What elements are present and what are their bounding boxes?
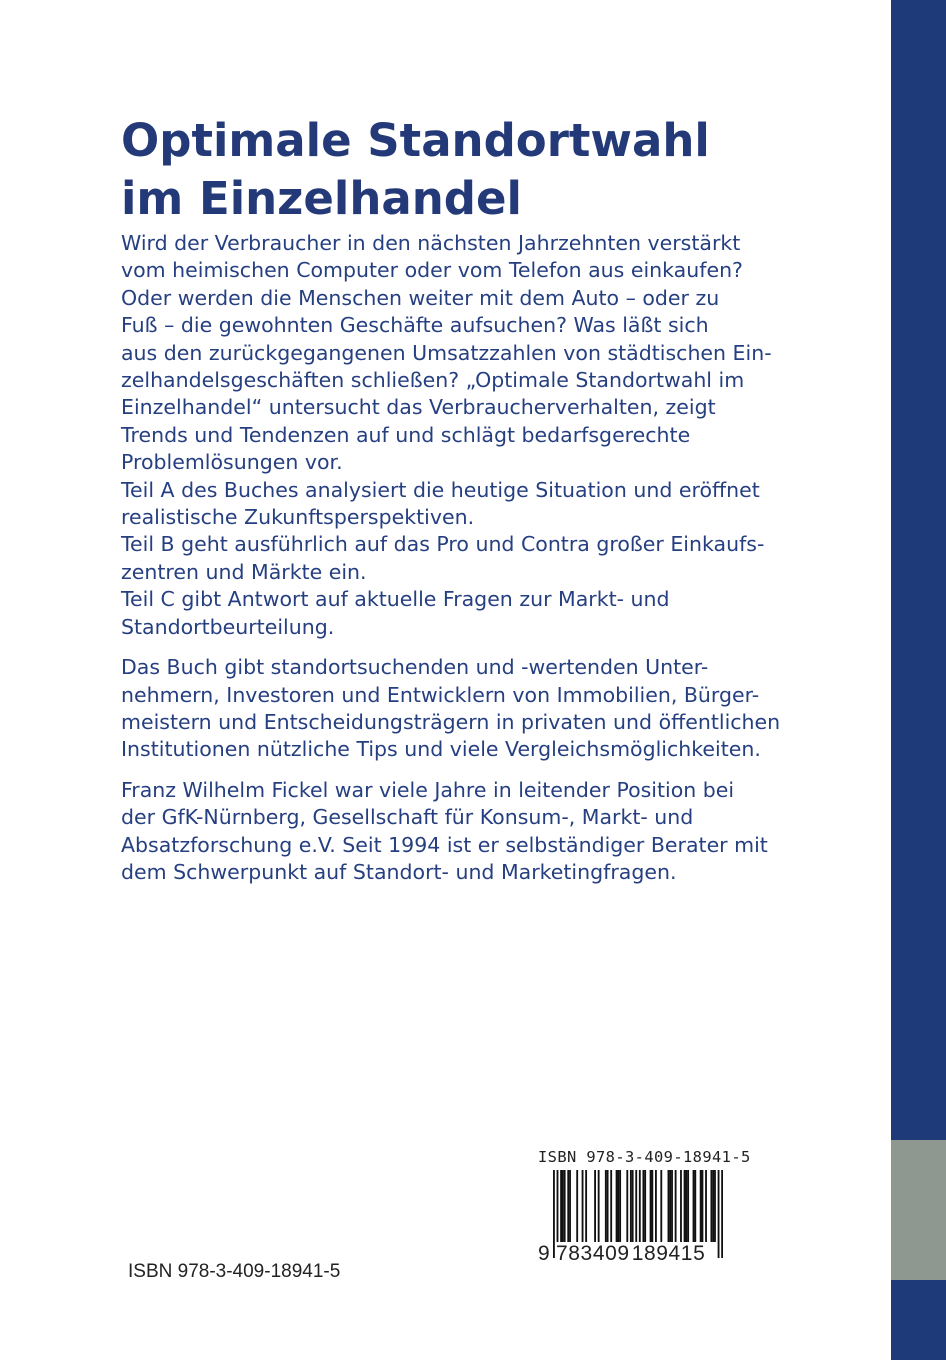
barcode-bar [710,1170,712,1242]
barcode-bar [585,1170,587,1242]
barcode-bar [694,1170,696,1242]
text-line: zelhandelsgeschäften schließen? „Optimale Standortwahl im [121,368,745,393]
barcode-bar [564,1170,566,1242]
isbn-number: ISBN 978-3-409-18941-5 [128,1261,341,1282]
barcode-bar [616,1170,618,1242]
text-line: nehmern, Investoren und Entwicklern von Immobilien, Bürger- [121,682,760,707]
barcode-bar [598,1170,600,1242]
text-line: Teil C gibt Antwort auf aktuelle Fragen zur Markt- und [121,587,670,612]
text-line: realistische Zukunftsperspektiven. [121,505,475,530]
barcode-bar [619,1170,621,1242]
barcode-bar [617,1170,619,1242]
paragraph-author [121,777,861,887]
barcode-bar [560,1170,562,1242]
barcode-bar [655,1170,657,1242]
barcode-bar [712,1170,714,1242]
text-line: dem Schwerpunkt auf Standort- und Marketingfragen. [121,859,677,884]
barcode-bar [582,1170,584,1242]
barcode-bar [630,1170,632,1242]
paragraph-gap [121,764,861,777]
barcode-bar [610,1170,612,1242]
barcode-bar [632,1170,634,1242]
text-line: aus den zurückgegangenen Umsatzzahlen von städtischen Ein- [121,340,772,365]
paragraph-description [121,230,861,641]
text-line: der GfK-Nürnberg, Gesellschaft für Konsum-, Markt- und [121,805,694,830]
barcode-bar [714,1170,716,1242]
title-line: Optimale Standortwahl [121,114,710,167]
text-line: Einzelhandel“ untersucht das Verbraucherverhalten, zeigt [121,395,716,420]
barcode-bar [675,1170,677,1242]
text-line: Fuß – die gewohnten Geschäfte aufsuchen? Was läßt sich [121,313,709,338]
text-line: Wird der Verbraucher in den nächsten Jahrzehnten verstärkt [121,231,741,255]
book-title [121,112,861,228]
barcode-bar [651,1170,653,1242]
barcode-bar [705,1170,707,1242]
text-line: Absatzforschung e.V. Seit 1994 ist er selbständiger Berater mit [121,832,768,857]
barcode-bar [669,1170,671,1242]
title-line: im Einzelhandel [121,172,522,225]
text-line: Standortbeurteilung. [121,614,335,639]
text-line: Trends und Tendenzen auf und schlägt bedarfsgerechte [121,422,691,447]
barcode-isbn-label: ISBN 978-3-409-18941-5 [538,1148,751,1166]
text-line: Franz Wilhelm Fickel war viele Jahre in leitender Position bei [121,777,735,802]
barcode-bar [680,1170,682,1242]
barcode-bar [718,1170,720,1258]
barcode-digit-group: 783409 [556,1242,630,1265]
barcode-bar [644,1170,646,1242]
barcode-bar [684,1170,686,1242]
barcode-bar [594,1170,596,1242]
barcode-bar [650,1170,652,1242]
barcode-bar [567,1170,569,1242]
text-line: Institutionen nützliche Tips und viele Vergleichsmöglichkeiten. [121,737,761,762]
barcode-bar [562,1170,564,1242]
barcode-digits [538,1242,706,1266]
text-line: vom heimischen Computer oder vom Telefon aus einkaufen? [121,258,743,283]
barcode-digit-first: 9 [538,1242,550,1265]
barcode-bar [626,1170,628,1242]
text-line: Oder werden die Menschen weiter mit dem Auto – oder zu [121,285,720,310]
barcode-bar [569,1170,571,1242]
text-line: meistern und Entscheidungsträgern in privaten und öffentlichen [121,709,781,734]
paragraph-audience [121,654,861,764]
barcode-bar [721,1170,723,1258]
barcode-bar [687,1170,689,1242]
barcode-bar [668,1170,670,1242]
barcode-bar [685,1170,687,1242]
barcode-bar [671,1170,673,1242]
barcode-bar [693,1170,695,1242]
barcode-bar [702,1170,704,1242]
barcode-bar [642,1170,644,1242]
text-line: Teil A des Buches analysiert die heutige Situation und eröffnet [121,477,760,502]
barcode-bar [700,1170,702,1242]
barcode-bar [660,1170,662,1242]
spine-gray-band [891,1140,946,1280]
paragraph-gap [121,641,861,654]
barcode-digit-group: 189415 [631,1242,706,1265]
barcode-bar [605,1170,607,1242]
text-line: Problemlösungen vor. [121,450,343,475]
barcode-bar [607,1170,609,1242]
barcode-bar [576,1170,578,1242]
text-line: zentren und Märkte ein. [121,559,367,584]
blurb [121,230,861,886]
text-line: Teil B geht ausführlich auf das Pro und Contra großer Einkaufs- [121,532,765,557]
text-line: Das Buch gibt standortsuchenden und -wertenden Unter- [121,655,709,680]
